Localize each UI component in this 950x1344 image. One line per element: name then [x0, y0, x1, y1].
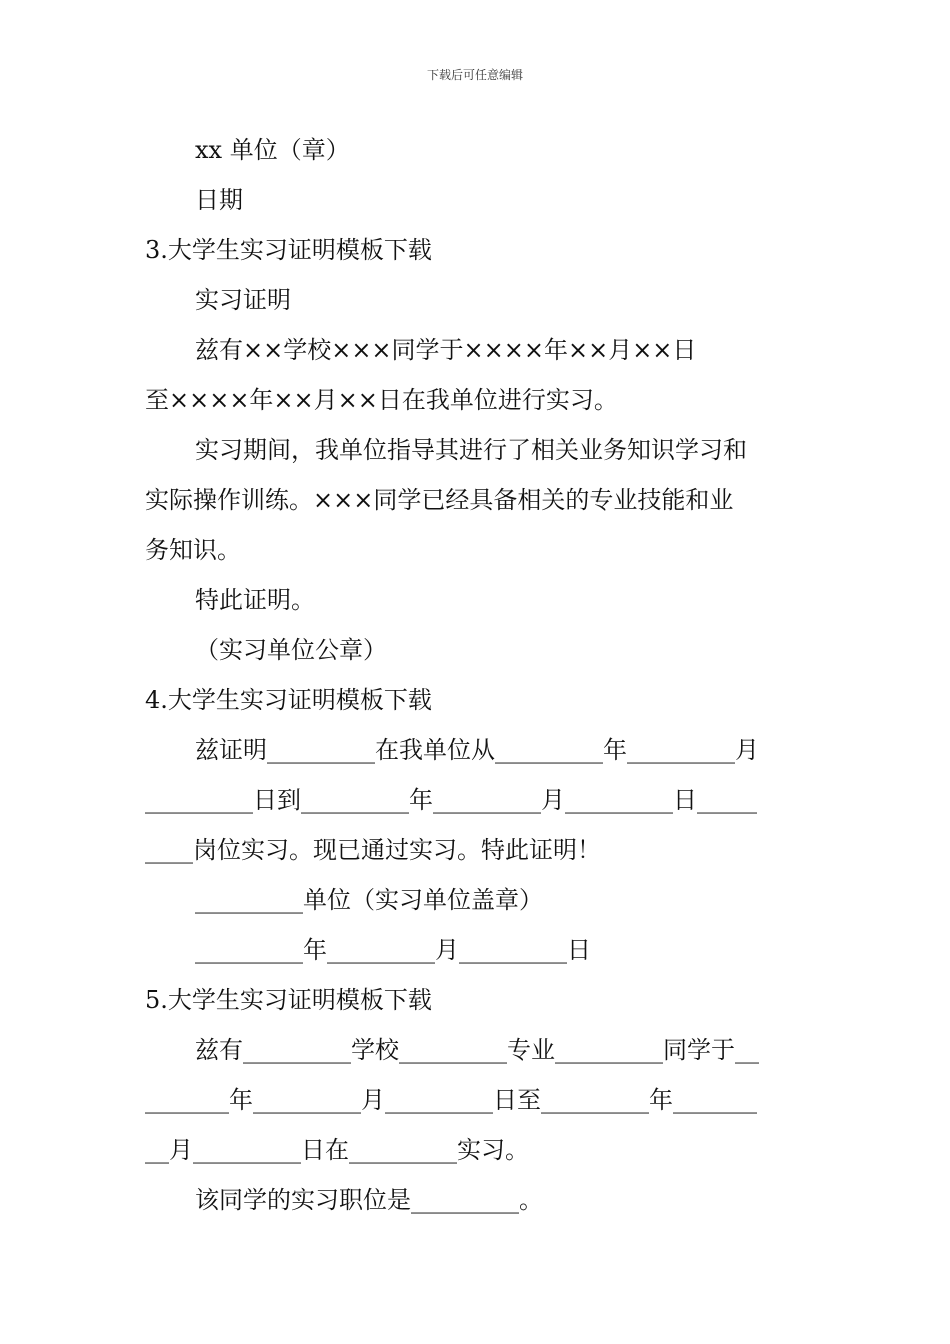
page-header: 下载后可任意编辑	[426, 68, 523, 82]
body-text-line: 实习期间，我单位指导其进行了相关业务知识学习和	[195, 436, 747, 464]
section-heading-4: 4.大学生实习证明模板下载	[145, 686, 432, 714]
closing-text: 特此证明。	[195, 586, 315, 614]
body-text-line: _________日到_________年_________月_________日_____	[145, 786, 757, 814]
seal-note: （实习单位公章）	[195, 636, 387, 664]
certificate-title: 实习证明	[195, 286, 291, 314]
body-text-line: 实际操作训练。×××同学已经具备相关的专业技能和业	[145, 486, 734, 514]
body-text-line: 兹有××学校×××同学于××××年××月××日	[195, 336, 697, 364]
body-text-line: ____岗位实习。现已通过实习。特此证明！	[145, 836, 601, 864]
body-text-line: 兹证明_________在我单位从_________年_________月	[195, 736, 759, 764]
body-text-line: 至××××年××月××日在我单位进行实习。	[145, 386, 618, 414]
section-heading-5: 5.大学生实习证明模板下载	[145, 986, 432, 1014]
body-text-line: 该同学的实习职位是_________。	[195, 1186, 543, 1214]
body-text-line: __月_________日在_________实习。	[145, 1136, 529, 1164]
body-text-line: 务知识。	[145, 536, 241, 564]
section-heading-3: 3.大学生实习证明模板下载	[145, 236, 432, 264]
body-text-line: 兹有_________学校_________专业_________同学于__	[195, 1036, 759, 1064]
unit-seal-line: xx 单位（章）	[195, 136, 350, 164]
unit-seal-line: _________单位（实习单位盖章）	[195, 886, 543, 914]
date-line: 日期	[195, 186, 243, 214]
body-text-line: _______年_________月_________日至_________年_______	[145, 1086, 757, 1114]
date-line: _________年_________月_________日	[195, 936, 591, 964]
